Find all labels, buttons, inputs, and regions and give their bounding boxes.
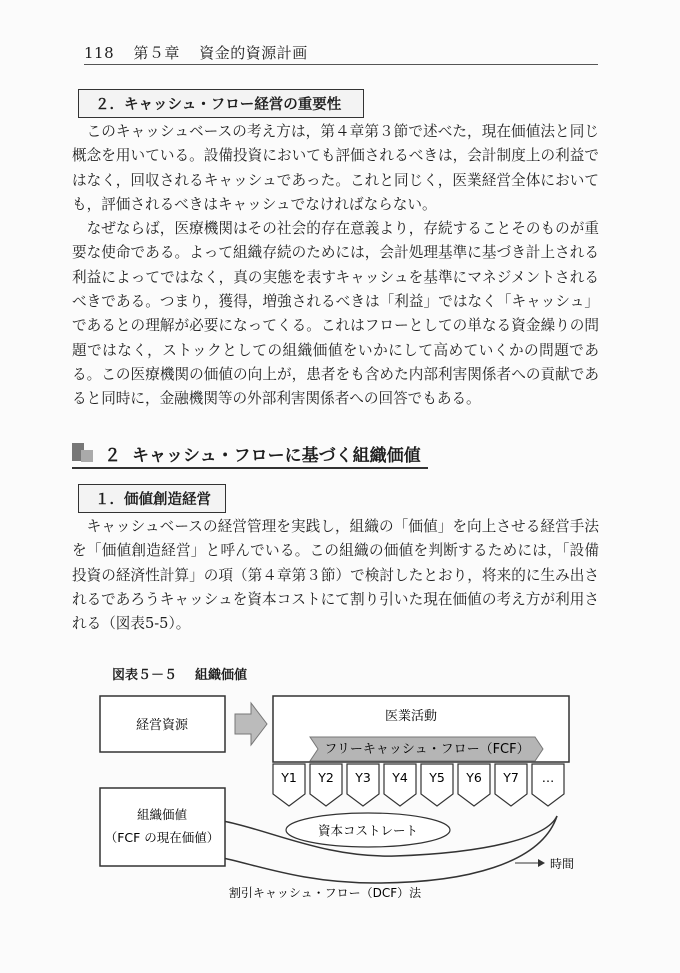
paragraph: なぜならば，医療機関はその社会的存在意義より，存続することそのものが重要な使命である。よって組織存続のためには，会計処理基準に基づき計上される利益によってではなく，真の実態を表すキャッシュを基準にマネジメントされるべきである。つまり，獲得，増強されるべきは「利益」ではなく「キャッシュ」であるとの理解が必要になってくる。これはフローとしての単なる資金繰りの問題ではなく，ストックとしての組織価値をいかにして高めていくかの問題である。この医療機関の価値の向上が，患者をも含めた内部利害関係者への貢献であると同時に，金融機関等の外部利害関係者への回答でもある。 (72, 220, 599, 408)
activity-label: 医業活動 (384, 709, 438, 724)
year-label: … (541, 770, 555, 785)
subsection-title: 価値創造経営 (124, 492, 211, 508)
year-label: Y6 (466, 770, 482, 785)
year-tabs (273, 764, 564, 806)
year-label: Y5 (429, 770, 445, 785)
cost-of-capital-label: 資本コストレート (317, 823, 419, 838)
value-label-line1: 組織価値 (136, 807, 188, 822)
page-number: 118 (84, 44, 115, 62)
subsection-heading-importance (78, 89, 364, 118)
subsection-number: １． (95, 492, 124, 508)
year-label: Y1 (281, 770, 297, 785)
figure-title (112, 664, 247, 683)
right-arrow-icon (235, 703, 267, 745)
body-text-block-2 (72, 515, 599, 636)
resources-label: 経営資源 (135, 718, 189, 733)
figure-name: 組織価値 (195, 668, 248, 683)
figure-caption: 割引キャッシュ・フロー（DCF）法 (228, 886, 422, 898)
value-box (100, 788, 225, 866)
dcf-diagram (95, 688, 595, 898)
year-label: Y2 (318, 770, 334, 785)
year-label: Y3 (355, 770, 371, 785)
paragraph: このキャッシュベースの考え方は，第４章第３節で述べた，現在価値法と同じ概念を用いている。設備投資においても評価されるべきは，会計制度上の利益ではなく，回収されるキャッシュであった。これと同じく，医業経営全体においても，評価されるべきはキャッシュでなければならない。 (72, 123, 599, 213)
year-label: Y7 (503, 770, 519, 785)
subsection-number: ２． (95, 97, 124, 113)
year-label: Y4 (392, 770, 408, 785)
running-header (84, 42, 322, 63)
figure-label: 図表５－５ (112, 668, 178, 683)
time-label: 時間 (550, 857, 575, 871)
subsection-title: キャッシュ・フロー経営の重要性 (124, 97, 342, 113)
value-label-line2: （FCF の現在価値） (104, 830, 220, 845)
section-number: ２ (104, 446, 121, 466)
section-marker-shade-icon (81, 450, 93, 462)
time-arrow-icon (538, 859, 545, 867)
header-rule (84, 64, 598, 65)
subsection-heading-value-creation (78, 484, 226, 513)
body-text-block-1 (72, 120, 599, 412)
chapter-title: 資金的資源計画 (199, 44, 308, 62)
chapter-number: 第５章 (133, 44, 180, 62)
fcf-label: フリーキャッシュ・フロー（FCF） (324, 742, 530, 757)
section-title: キャッシュ・フローに基づく組織価値 (132, 446, 421, 466)
section-heading (72, 437, 428, 469)
paragraph: キャッシュベースの経営管理を実践し，組織の「価値」を向上させる経営手法を「価値創造経営」と呼んでいる。この組織の価値を判断するためには，「設備投資の経済性計算」の項（第４章第３節）で検討したとおり，将来的に生み出されるであろうキャッシュを資本コストにて割り引いた現在価値の考え方が利用される（図表5-5）。 (72, 518, 599, 633)
